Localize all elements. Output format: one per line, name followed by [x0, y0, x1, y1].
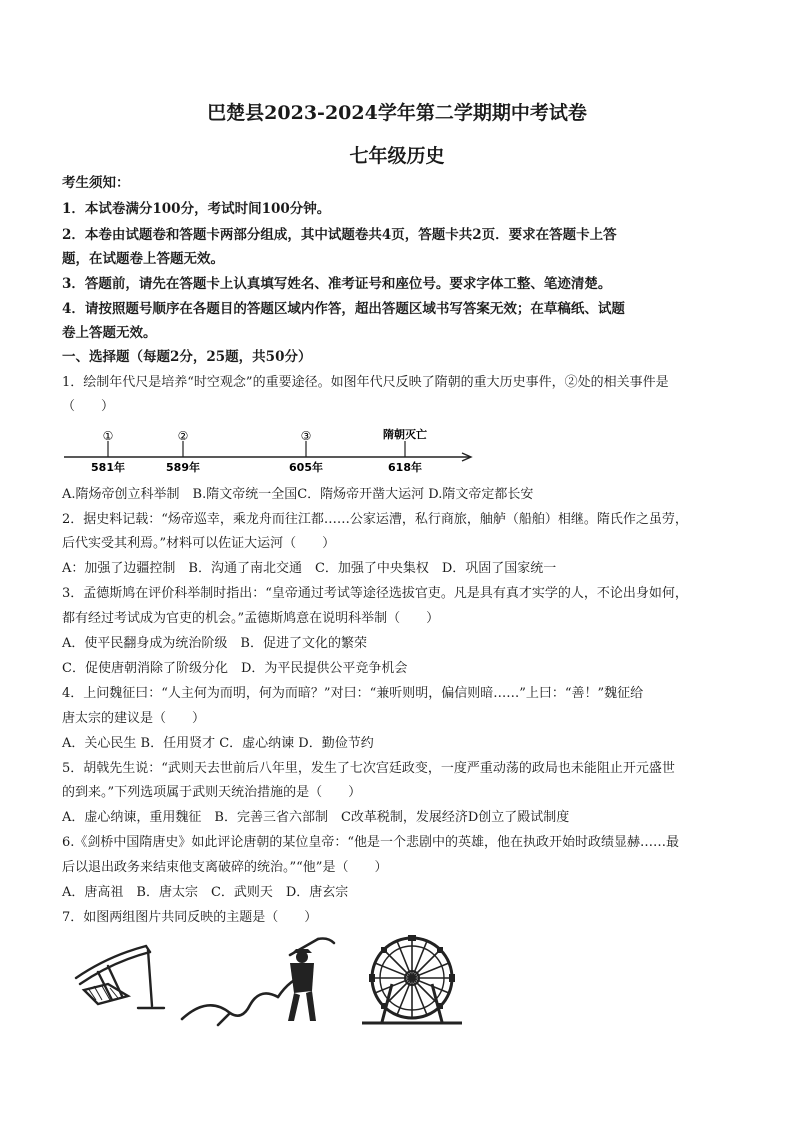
- question-text: 都有经过考试成为官吏的机会。”孟德斯鸠意在说明科举制（ ）: [62, 611, 440, 626]
- timeline-year: 581年: [91, 461, 125, 474]
- timeline-marker: ②: [177, 429, 189, 443]
- timeline-marker: ①: [102, 429, 114, 443]
- quyuan-plow-farmer-icon: [178, 935, 338, 1027]
- notice-item: 3．答题前，请先在答题卡上认真填写姓名、准考证号和座位号。要求字体工整、笔迹清楚。: [62, 276, 612, 292]
- notice-item: 卷上答题无效。: [62, 325, 157, 341]
- question-text: （ ）: [62, 399, 115, 414]
- question-options: C．促使唐朝消除了阶级分化 D．为平民提供公平竞争机会: [62, 661, 408, 676]
- timeline-marker: ③: [300, 429, 312, 443]
- question-text: 6.《剑桥中国隋唐史》如此评论唐朝的某位皇帝：“他是一个悲剧中的英雄，他在执政开始时政绩显赫……最: [62, 835, 680, 850]
- question-text: 5．胡戟先生说：“武则天去世前后八年里，发生了七次宫廷政变，一度严重动荡的政局也未能阻止开元盛世: [62, 761, 675, 776]
- question-options: A：加强了边疆控制 B．沟通了南北交通 C．加强了中央集权 D．巩固了国家统一: [62, 561, 557, 576]
- tongche-waterwheel-icon: [356, 934, 468, 1028]
- notice-item: 2．本卷由试题卷和答题卡两部分组成，其中试题卷共4页，答题卡共2页．要求在答题卡上答: [62, 227, 617, 243]
- question-options: A．使平民翻身成为统治阶级 B．促进了文化的繁荣: [62, 636, 367, 651]
- timeline-tick: [289, 429, 323, 474]
- exam-title: 巴楚县2023-2024学年第二学期期中考试卷: [207, 102, 587, 124]
- timeline-tick: [91, 429, 125, 474]
- timeline-tick: [383, 427, 427, 474]
- notice-item: 题，在试题卷上答题无效。: [62, 251, 224, 267]
- section-heading: 一、选择题（每题2分，25题，共50分）: [62, 349, 312, 365]
- question-text: 3．孟德斯鸠在评价科举制时指出：“皇帝通过考试等途径选拔官吏。凡是具有真才实学的人，不论出身如何，: [62, 586, 688, 601]
- notice-item: 1．本试卷满分100分，考试时间100分钟。: [62, 201, 331, 217]
- question-text: 1．绘制年代尺是培养“时空观念”的重要途径。如图年代尺反映了隋朝的重大历史事件，②处的相关事件是: [62, 375, 669, 390]
- question-text: 的到来。”下列选项属于武则天统治措施的是（ ）: [62, 785, 362, 800]
- question-options: A．虚心纳谏，重用魏征 B．完善三省六部制 C改革税制，发展经济D创立了殿试制度: [62, 810, 570, 825]
- timeline-marker: 隋朝灭亡: [383, 428, 427, 441]
- exam-subtitle: 七年级历史: [349, 145, 445, 167]
- timeline-year: 618年: [388, 461, 422, 474]
- quyuan-plow-icon: [68, 938, 168, 1018]
- question-text: 后以退出政务来结束他支离破碎的统治。”“他”是（ ）: [62, 860, 388, 875]
- notice-item: 4．请按照题号顺序在各题目的答题区域内作答，超出答题区域书写答案无效；在草稿纸、试题: [62, 301, 625, 317]
- question-options: A．唐高祖 B．唐太宗 C．武则天 D．唐玄宗: [62, 885, 349, 900]
- question-text: 4．上问魏征曰：“人主何为而明，何为而暗？”对曰：“兼听则明，偏信则暗……”上曰：“善！”魏征给: [62, 686, 644, 701]
- question-text: 后代实受其利焉。”材料可以佐证大运河（ ）: [62, 536, 336, 551]
- question-text: 7．如图两组图片共同反映的主题是（ ）: [62, 910, 318, 925]
- timeline-tick: [166, 429, 200, 474]
- timeline-year: 589年: [166, 461, 200, 474]
- question-text: 2．据史料记载：“炀帝巡幸，乘龙舟而往江都……公家运漕，私行商旅，舳舻（船舶）相继。隋氏作之虽劳，: [62, 512, 688, 527]
- question-options: A.隋炀帝创立科举制 B.隋文帝统一全国C．隋炀帝开凿大运河 D.隋文帝定都长安: [62, 487, 534, 502]
- question-text: 唐太宗的建议是（ ）: [62, 711, 206, 726]
- timeline-year: 605年: [289, 461, 323, 474]
- notice-heading: 考生须知：: [62, 175, 130, 191]
- timeline-figure: [62, 425, 482, 475]
- question-options: A．关心民生 B．任用贤才 C．虚心纳谏 D．勤俭节约: [62, 736, 374, 751]
